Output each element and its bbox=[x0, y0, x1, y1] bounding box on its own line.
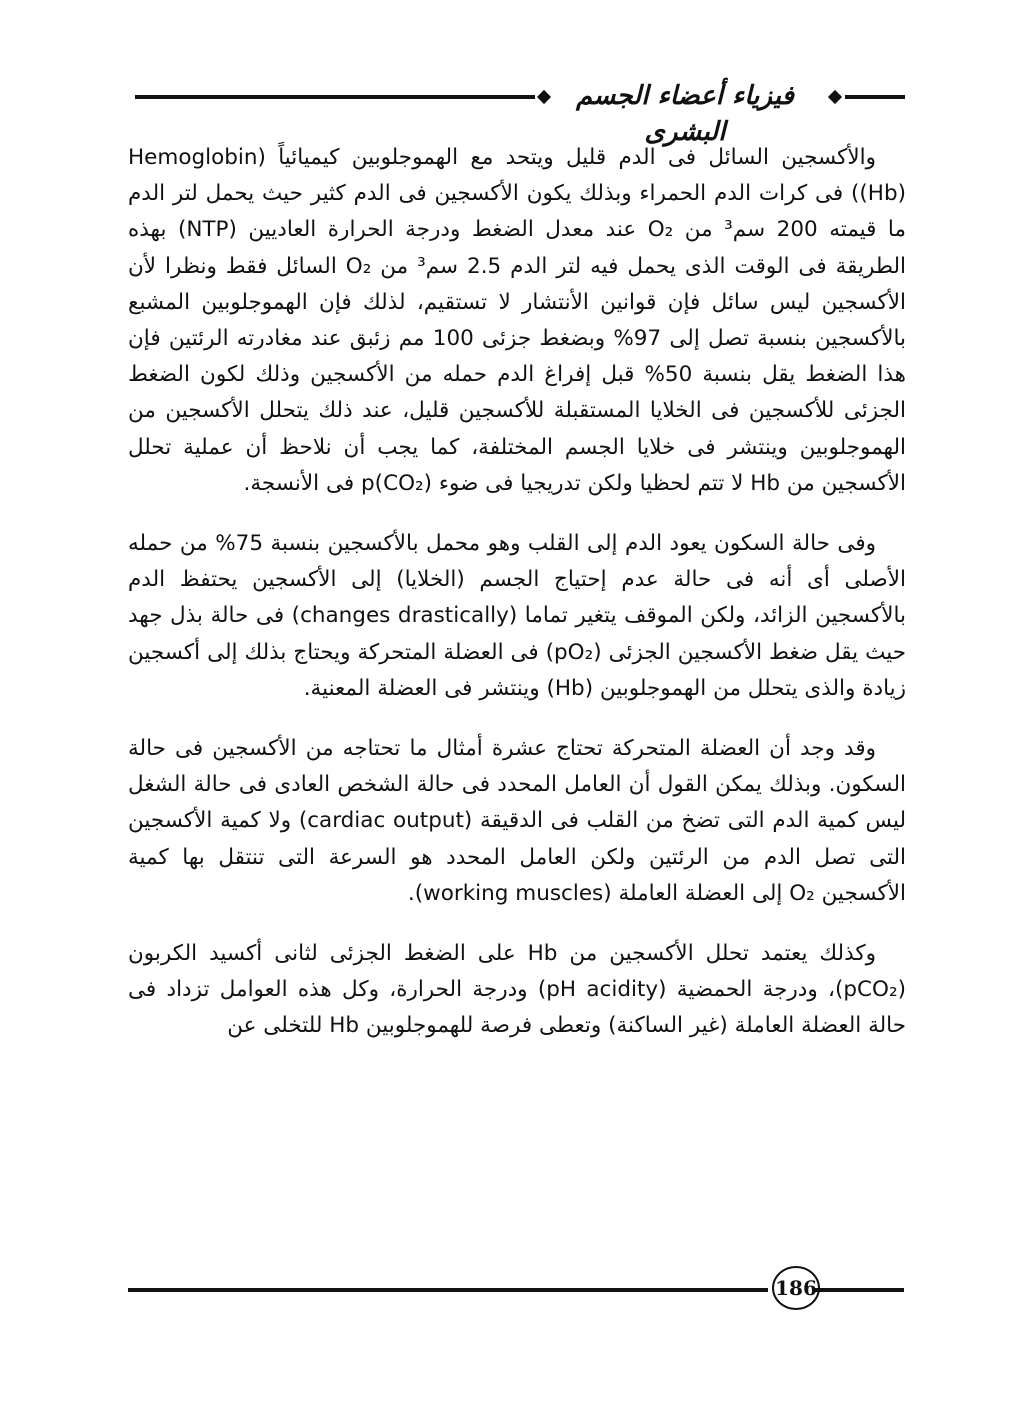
header-rule-left bbox=[135, 95, 535, 99]
page-header bbox=[135, 78, 905, 147]
header-rule-right bbox=[845, 95, 905, 99]
running-title: فيزياء أعضاء الجسم البشرى bbox=[576, 81, 794, 147]
footer-rule-right bbox=[814, 1288, 904, 1292]
page-number: 186 bbox=[772, 1266, 820, 1310]
page-footer bbox=[128, 1266, 904, 1312]
paragraph: والأكسجين السائل فى الدم قليل ويتحد مع الهموجلوبين كيميائياً (Hemoglobin (Hb)) فى كرات الدم الحمراء وبذلك يكون الأكسجين فى الدم كثير حيث يحمل لتر الدم ما قيمته 200 سم³ من O₂ عند معدل الضغط ودرجة الحرارة العاديين (NTP) بهذه الطريقة فى الوقت الذى يحمل فيه لتر الدم 2.5 سم³ من O₂ السائل فقط ونظرا لأن الأكسجين ليس سائل فإن قوانين الأنتشار لا تستقيم، لذلك فإن الهموجلوبين المشبع بالأكسجين بنسبة تصل إلى 97% وبضغط جزئى 100 مم زئبق عند مغادرته الرئتين فإن هذا الضغط يقل بنسبة 50% قبل إفراغ الدم حمله من الأكسجين وذلك لكون الضغط الجزئى للأكسجين فى الخلايا المستقبلة للأكسجين قليل، عند ذلك يتحلل الأكسجين من الهموجلوبين وينتشر فى خلايا الجسم المختلفة، كما يجب أن نلاحظ أن عملية تحلل الأكسجين من Hb لا تتم لحظيا ولكن تدريجيا فى ضوء p(CO₂) فى الأنسجة. bbox=[128, 145, 906, 496]
paragraph: وفى حالة السكون يعود الدم إلى القلب وهو محمل بالأكسجين بنسبة 75% من حمله الأصلى أى أنه فى حالة عدم إحتياج الجسم (الخلايا) إلى الأكسجين يحتفظ الدم بالأكسجين الزائد، ولكن الموقف يتغير تماما (changes drastically) فى حالة بذل جهد حيث يقل ضغط الأكسجين الجزئى (pO₂) فى العضلة المتحركة ويحتاج بذلك إلى أكسجين زيادة والذى يتحلل من الهموجلوبين (Hb) وينتشر فى العضلة المعنية. bbox=[128, 531, 907, 701]
paragraph: وكذلك يعتمد تحلل الأكسجين من Hb على الضغط الجزئى لثانى أكسيد الكربون (pCO₂)، ودرجة الحمضية (pH acidity) ودرجة الحرارة، وكل هذه العوامل تزداد فى حالة العضلة العاملة (غير الساكنة) وتعطى فرصة للهموجلوبين Hb للتخلى عن bbox=[128, 941, 906, 1039]
page-body bbox=[128, 140, 906, 1069]
paragraph: وقد وجد أن العضلة المتحركة تحتاج عشرة أمثال ما تحتاجه من الأكسجين فى حالة السكون. وبذلك يمكن القول أن العامل المحدد فى حالة الشخص العادى فى حالة الشغل ليس كمية الدم التى تضخ من القلب فى الدقيقة (cardiac output) ولا كمية الأكسجين التى تصل الدم من الرئتين ولكن العامل المحدد هو السرعة التى تنتقل بها كمية الأكسجين O₂ إلى العضلة العاملة (working muscles). bbox=[128, 736, 906, 906]
footer-rule-left bbox=[128, 1288, 768, 1292]
